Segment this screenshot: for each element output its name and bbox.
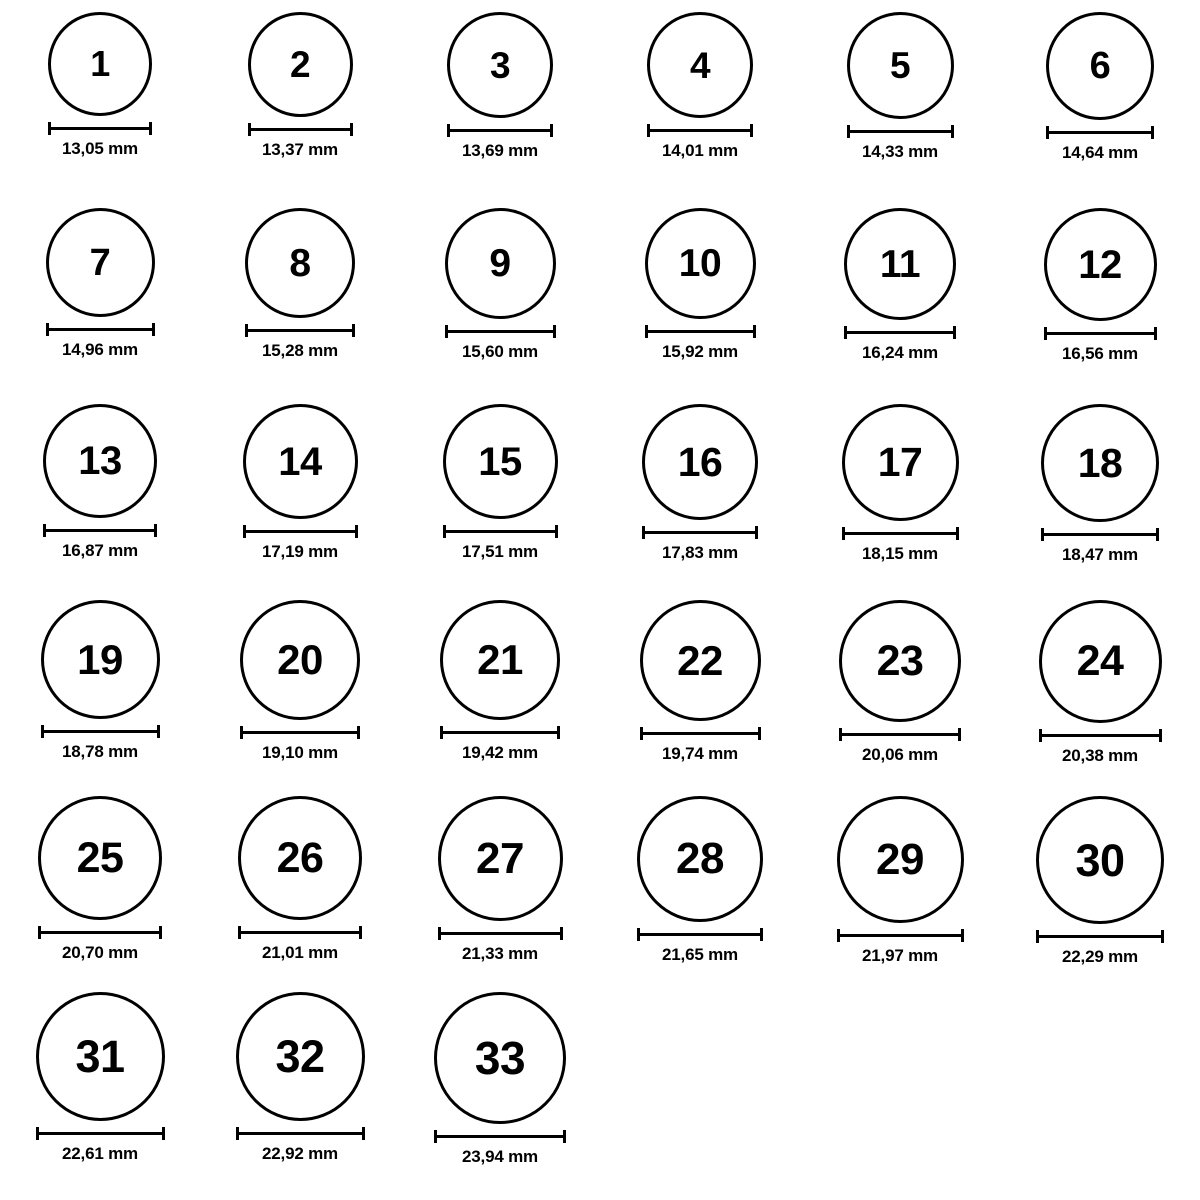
measure-cap-right-icon [750,124,753,137]
ring-size-cell [600,208,800,404]
diameter-label: 16,56 mm [1062,344,1138,363]
measure-cap-right-icon [159,926,162,939]
measure-line-icon [647,129,753,132]
diameter-measure-bar [837,929,964,941]
diameter-label: 13,05 mm [62,139,138,158]
measure-cap-right-icon [563,1130,566,1143]
measure-line-icon [1036,935,1164,938]
diameter-measure-bar [443,525,558,537]
diameter-label: 17,83 mm [662,543,738,562]
diameter-measure-bar [434,1130,566,1142]
diameter-label: 18,78 mm [62,742,138,761]
ring-size-cell [800,208,1000,404]
ring-circle [1044,208,1157,321]
ring-size-number: 23 [876,636,924,685]
diameter-label: 21,97 mm [862,946,938,965]
measure-line-icon [434,1135,566,1138]
ring-size-number: 14 [278,439,322,484]
diameter-measure-bar [1044,327,1157,339]
measure-line-icon [847,130,954,133]
ring-circle [642,404,758,520]
ring-size-number: 1 [90,43,110,84]
ring-circle [1039,600,1162,723]
diameter-label: 15,60 mm [462,342,538,361]
ring-size-cell [600,796,800,992]
measure-cap-right-icon [958,728,961,741]
ring-size-cell [600,404,800,600]
ring-circle [48,12,152,116]
ring-size-number: 3 [489,44,511,86]
measure-line-icon [642,531,758,534]
ring-size-number: 19 [77,635,123,683]
diameter-label: 14,96 mm [62,340,138,359]
diameter-measure-bar [1039,729,1162,741]
ring-size-number: 7 [89,241,111,284]
measure-cap-right-icon [154,524,157,537]
diameter-measure-bar [243,525,358,537]
measure-cap-right-icon [362,1127,365,1140]
measure-line-icon [1044,332,1157,335]
measure-line-icon [240,731,360,734]
diameter-label: 19,10 mm [262,743,338,762]
diameter-label: 20,70 mm [62,943,138,962]
diameter-label: 16,24 mm [862,343,938,362]
diameter-label: 15,92 mm [662,342,738,361]
diameter-label: 18,15 mm [862,544,938,563]
measure-line-icon [1039,734,1162,737]
measure-line-icon [243,530,358,533]
measure-line-icon [248,128,353,131]
ring-circle [38,796,162,920]
measure-line-icon [236,1132,365,1135]
ring-circle [245,208,355,318]
measure-cap-right-icon [162,1127,165,1140]
measure-line-icon [46,328,155,331]
ring-size-cell [400,404,600,600]
ring-size-cell [400,208,600,404]
measure-line-icon [640,732,761,735]
measure-line-icon [48,127,152,130]
measure-cap-right-icon [357,726,360,739]
diameter-label: 22,29 mm [1062,947,1138,966]
ring-circle [43,404,157,518]
measure-cap-right-icon [1156,528,1159,541]
diameter-measure-bar [1036,930,1164,942]
diameter-measure-bar [240,726,360,738]
ring-circle [46,208,155,317]
diameter-label: 21,65 mm [662,945,738,964]
ring-circle [238,796,362,920]
diameter-label: 14,64 mm [1062,143,1138,162]
diameter-label: 15,28 mm [262,341,338,360]
measure-line-icon [238,931,362,934]
ring-size-cell [0,992,200,1188]
ring-size-number: 21 [477,636,523,683]
ring-size-number: 17 [877,439,923,485]
ring-circle [645,208,756,319]
ring-circle [647,12,753,118]
ring-size-cell [800,404,1000,600]
ring-circle [243,404,358,519]
diameter-label: 21,33 mm [462,944,538,963]
measure-cap-right-icon [555,525,558,538]
ring-size-cell [400,992,600,1188]
measure-line-icon [637,933,763,936]
measure-cap-right-icon [553,325,556,338]
ring-size-number: 26 [276,833,324,882]
measure-line-icon [43,529,157,532]
diameter-label: 18,47 mm [1062,545,1138,564]
diameter-measure-bar [642,526,758,538]
diameter-label: 22,61 mm [62,1144,138,1163]
ring-circle [240,600,360,720]
ring-circle [447,12,553,118]
diameter-measure-bar [842,527,959,539]
ring-size-number: 29 [876,834,924,884]
measure-line-icon [41,730,160,733]
ring-circle [445,208,556,319]
measure-cap-right-icon [1154,327,1157,340]
ring-circle [842,404,959,521]
ring-size-cell [200,404,400,600]
measure-cap-right-icon [352,324,355,337]
measure-cap-right-icon [1159,729,1162,742]
diameter-label: 23,94 mm [462,1147,538,1166]
ring-circle [839,600,961,722]
ring-size-number: 9 [489,242,511,285]
ring-circle [1041,404,1159,522]
ring-size-cell [400,796,600,992]
ring-size-cell [0,404,200,600]
measure-cap-right-icon [152,323,155,336]
measure-cap-right-icon [1151,126,1154,139]
measure-line-icon [36,1132,165,1135]
diameter-label: 16,87 mm [62,541,138,560]
measure-cap-right-icon [953,326,956,339]
measure-cap-right-icon [755,526,758,539]
measure-cap-right-icon [951,125,954,138]
measure-line-icon [245,329,355,332]
diameter-measure-bar [440,726,560,738]
ring-size-cell [800,600,1000,796]
ring-size-cell [200,992,400,1188]
ring-size-cell [200,600,400,796]
diameter-label: 17,19 mm [262,542,338,561]
diameter-label: 14,33 mm [862,142,938,161]
diameter-measure-bar [43,524,157,536]
ring-size-number: 31 [75,1031,125,1082]
ring-circle [837,796,964,923]
measure-cap-right-icon [560,927,563,940]
measure-cap-right-icon [350,123,353,136]
diameter-label: 20,06 mm [862,745,938,764]
measure-cap-right-icon [149,122,152,135]
ring-circle [41,600,160,719]
ring-circle [440,600,560,720]
ring-circle [236,992,365,1121]
diameter-measure-bar [245,324,355,336]
ring-size-number: 30 [1075,834,1125,886]
ring-size-cell [200,12,400,208]
ring-size-number: 6 [1089,45,1111,87]
measure-cap-right-icon [961,929,964,942]
measure-cap-right-icon [1161,930,1164,943]
ring-circle [36,992,165,1121]
diameter-measure-bar [238,926,362,938]
ring-size-number: 20 [277,636,323,683]
measure-cap-right-icon [157,725,160,738]
diameter-measure-bar [41,725,160,737]
ring-size-number: 15 [478,439,522,484]
measure-cap-right-icon [753,325,756,338]
measure-line-icon [839,733,961,736]
ring-size-number: 8 [289,241,311,285]
diameter-measure-bar [1046,126,1154,138]
ring-size-cell [600,12,800,208]
ring-size-cell [0,12,200,208]
ring-size-number: 22 [677,636,723,684]
ring-circle [438,796,563,921]
ring-size-cell [800,12,1000,208]
ring-size-cell [1000,12,1200,208]
measure-line-icon [443,530,558,533]
diameter-measure-bar [640,727,761,739]
ring-circle [1046,12,1154,120]
diameter-measure-bar [445,325,556,337]
ring-size-cell [400,12,600,208]
ring-size-number: 32 [275,1031,325,1082]
diameter-label: 19,42 mm [462,743,538,762]
diameter-label: 17,51 mm [462,542,538,561]
ring-size-cell [800,796,1000,992]
diameter-label: 21,01 mm [262,943,338,962]
measure-cap-right-icon [359,926,362,939]
diameter-measure-bar [248,123,353,135]
ring-circle [847,12,954,119]
measure-line-icon [1046,131,1154,134]
diameter-measure-bar [1041,528,1159,540]
ring-size-number: 33 [474,1032,526,1084]
ring-size-number: 10 [678,242,722,285]
measure-cap-right-icon [550,124,553,137]
diameter-label: 19,74 mm [662,744,738,763]
diameter-measure-bar [637,928,763,940]
measure-cap-right-icon [355,525,358,538]
diameter-measure-bar [447,124,553,136]
measure-line-icon [842,532,959,535]
diameter-measure-bar [645,325,756,337]
measure-line-icon [1041,533,1159,536]
diameter-label: 13,37 mm [262,140,338,159]
measure-cap-right-icon [557,726,560,739]
ring-size-number: 12 [1078,242,1122,287]
ring-size-cell [0,796,200,992]
ring-size-cell [600,600,800,796]
diameter-measure-bar [647,124,753,136]
diameter-measure-bar [36,1127,165,1139]
ring-size-cell [0,208,200,404]
diameter-label: 13,69 mm [462,141,538,160]
ring-size-number: 5 [889,45,911,86]
measure-cap-right-icon [956,527,959,540]
measure-line-icon [440,731,560,734]
ring-size-cell [200,796,400,992]
diameter-measure-bar [844,326,956,338]
diameter-label: 14,01 mm [662,141,738,160]
ring-circle [1036,796,1164,924]
ring-size-cell [400,600,600,796]
ring-size-number: 4 [689,44,711,86]
ring-size-number: 24 [1076,637,1124,685]
diameter-label: 22,92 mm [262,1144,338,1163]
ring-size-number: 25 [76,833,124,882]
measure-line-icon [645,330,756,333]
ring-size-cell [1000,208,1200,404]
measure-cap-right-icon [760,928,763,941]
ring-circle [443,404,558,519]
ring-circle [434,992,566,1124]
diameter-measure-bar [38,926,162,938]
diameter-measure-bar [438,927,563,939]
measure-line-icon [837,934,964,937]
measure-line-icon [844,331,956,334]
measure-line-icon [38,931,162,934]
diameter-measure-bar [46,323,155,335]
ring-size-cell [1000,404,1200,600]
ring-circle [248,12,353,117]
ring-size-cell [200,208,400,404]
ring-size-number: 13 [78,439,122,483]
ring-circle [640,600,761,721]
ring-size-cell [0,600,200,796]
ring-circle [637,796,763,922]
ring-size-cell [1000,796,1200,992]
measure-line-icon [438,932,563,935]
ring-circle [844,208,956,320]
diameter-measure-bar [847,125,954,137]
ring-size-number: 16 [677,438,723,485]
ring-size-cell [1000,600,1200,796]
diameter-label: 20,38 mm [1062,746,1138,765]
measure-line-icon [445,330,556,333]
ring-size-number: 27 [476,833,524,883]
ring-size-number: 18 [1077,439,1123,486]
ring-size-number: 2 [289,44,311,85]
diameter-measure-bar [839,728,961,740]
ring-size-number: 11 [879,242,921,286]
measure-line-icon [447,129,553,132]
ring-size-number: 28 [676,834,724,883]
measure-cap-right-icon [758,727,761,740]
diameter-measure-bar [236,1127,365,1139]
diameter-measure-bar [48,122,152,134]
